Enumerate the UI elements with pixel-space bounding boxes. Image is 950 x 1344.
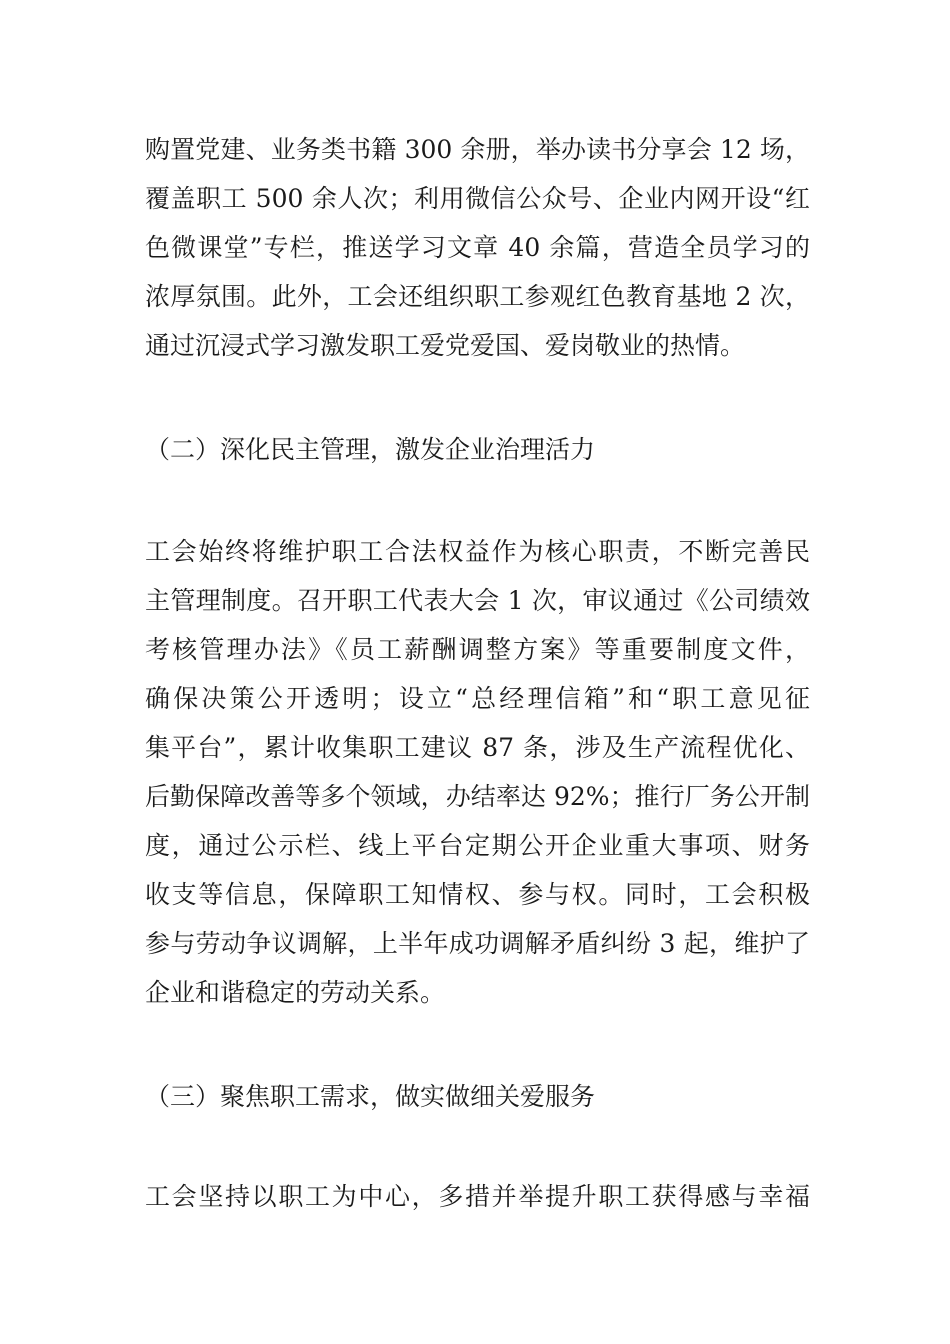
paragraph-2-line: 后勤保障改善等多个领域，办结率达 92%；推行厂务公开制 bbox=[145, 782, 810, 811]
section-heading-3: （三）聚焦职工需求，做实做细关爱服务 bbox=[145, 1082, 596, 1111]
paragraph-3-line: 工会坚持以职工为中心，多措并举提升职工获得感与幸福 bbox=[145, 1182, 810, 1211]
paragraph-2-line: 考核管理办法》《员工薪酬调整方案》等重要制度文件， bbox=[145, 635, 810, 664]
paragraph-2-line: 工会始终将维护职工合法权益作为核心职责，不断完善民 bbox=[145, 537, 810, 566]
section-heading-2: （二）深化民主管理，激发企业治理活力 bbox=[145, 435, 596, 464]
paragraph-2-line: 收支等信息，保障职工知情权、参与权。同时，工会积极 bbox=[145, 880, 810, 909]
paragraph-1-line: 浓厚氛围。此外，工会还组织职工参观红色教育基地 2 次， bbox=[145, 282, 810, 311]
paragraph-1 bbox=[145, 125, 810, 370]
paragraph-2 bbox=[145, 527, 810, 1017]
paragraph-2-line: 主管理制度。召开职工代表大会 1 次，审议通过《公司绩效 bbox=[145, 586, 810, 615]
paragraph-1-line: 通过沉浸式学习激发职工爱党爱国、爱岗敬业的热情。 bbox=[145, 331, 746, 360]
paragraph-3 bbox=[145, 1172, 810, 1221]
paragraph-2-line: 参与劳动争议调解，上半年成功调解矛盾纠纷 3 起，维护了 bbox=[145, 929, 810, 958]
paragraph-1-line: 购置党建、业务类书籍 300 余册，举办读书分享会 12 场， bbox=[145, 135, 810, 164]
paragraph-1-line: 色微课堂”专栏，推送学习文章 40 余篇，营造全员学习的 bbox=[145, 233, 810, 262]
paragraph-2-line: 度，通过公示栏、线上平台定期公开企业重大事项、财务 bbox=[145, 831, 810, 860]
paragraph-2-line: 确保决策公开透明；设立“总经理信箱”和“职工意见征 bbox=[145, 684, 810, 713]
paragraph-2-line: 企业和谐稳定的劳动关系。 bbox=[145, 978, 446, 1007]
paragraph-1-line: 覆盖职工 500 余人次；利用微信公众号、企业内网开设“红 bbox=[145, 184, 810, 213]
paragraph-2-line: 集平台”，累计收集职工建议 87 条，涉及生产流程优化、 bbox=[145, 733, 810, 762]
